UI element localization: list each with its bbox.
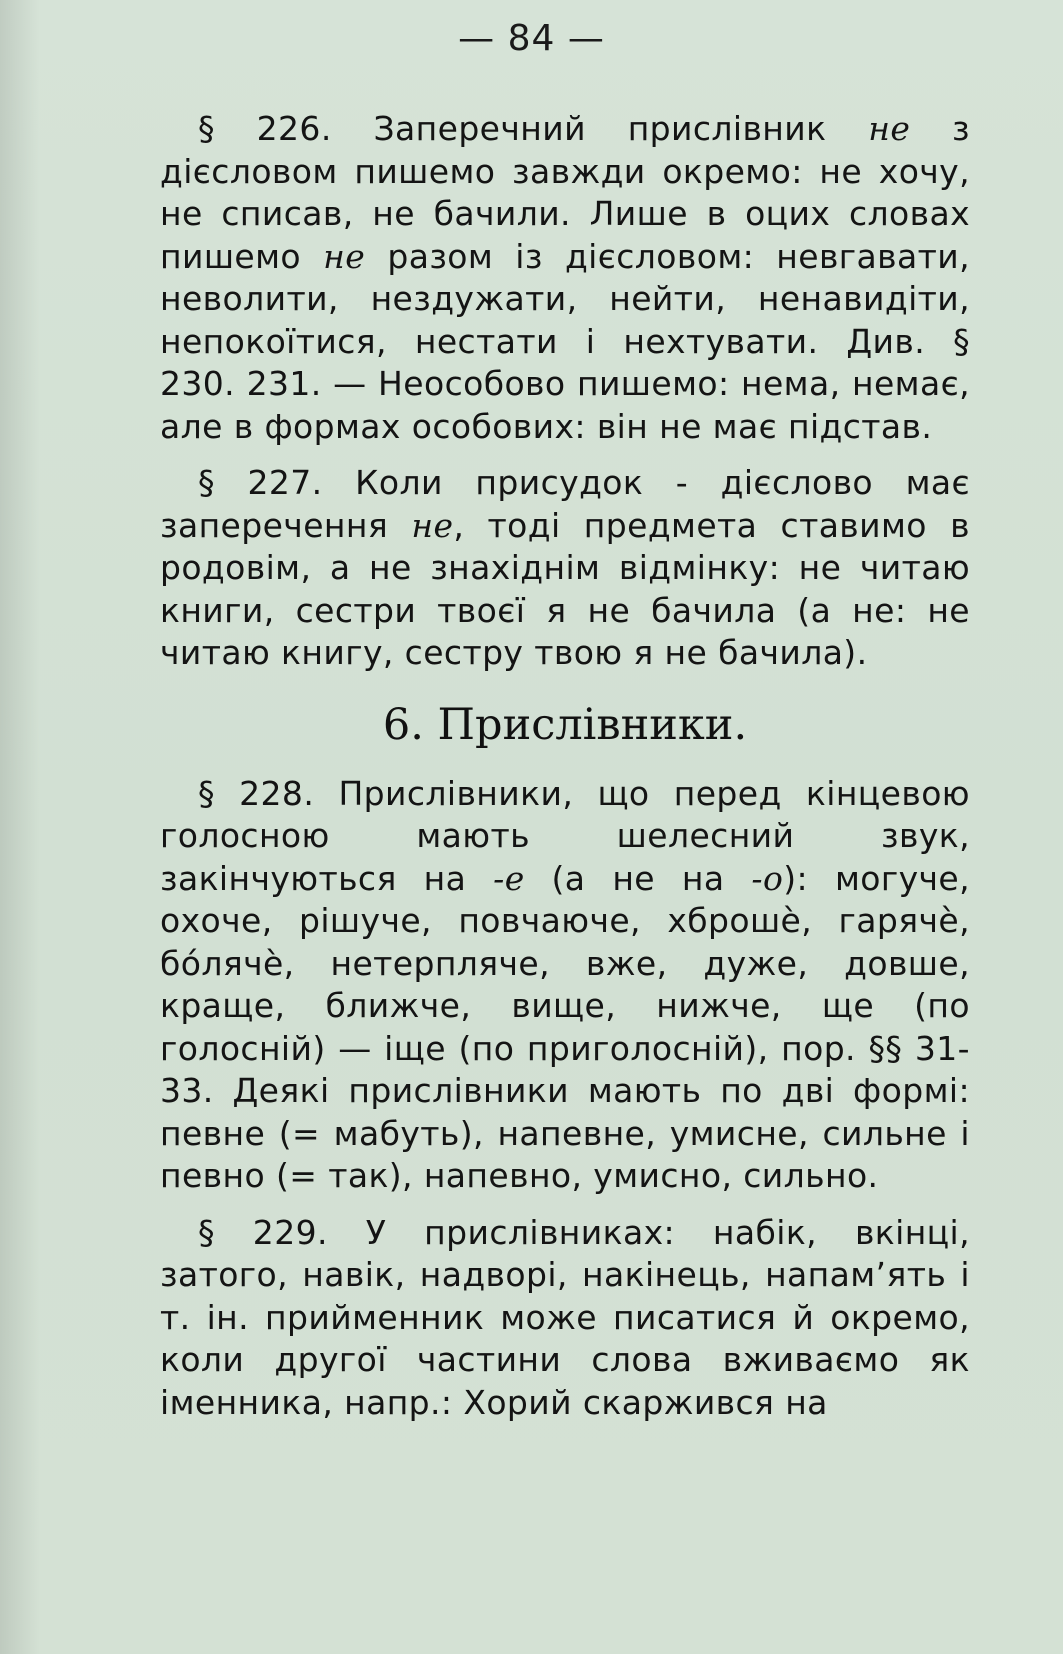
italic-word: -е [493,858,525,898]
paragraph-226 [160,108,970,448]
text-run: ): могуче, охоче, рішуче, повчаюче, хброшѐ, гарячѐ, бо́лячѐ, нетерпляче, вже, дуже, довше, краще, ближче, вище, нижче, ще (по голосній) — іще (по приголосній), пор. §§ 31-33. Деякі прислівники мають по дві формі: певне (= мабуть), напевне, умисне, сильне і певно (= так), напевно, умисно, сильно. [160,858,970,1195]
text-column [160,108,970,1438]
paragraph-227 [160,462,970,675]
text-run: § 227. Коли присудок - дієслово має заперечення [160,463,970,545]
italic-word: не [323,236,366,276]
section-heading: 6. Прислівники. [382,699,748,750]
italic-word: не [411,505,454,545]
italic-word: не [868,109,911,148]
text-run: , тоді предмета ставимо в родовім, а не знахіднім відмінку: не читаю книги, сестри твоєї я не бачила (а не: не читаю книгу, сестру твою я не бачила). [160,505,970,672]
italic-word: -о [751,858,784,898]
text-run: (а не на [524,858,752,898]
paragraph-228 [160,773,970,1198]
page-number: — 84 — [458,18,605,59]
text-run: § 226. Заперечний прислівник [198,109,869,148]
paragraph-229 [160,1212,970,1425]
text-run: § 229. У прислівниках: набік, вкінці, затого, навік, надворі, накінець, напам’ять і т. ін. прийменник може писатися й окремо, коли другої частини слова вживаємо як іменника, напр.: Хорий скаржився на [160,1212,970,1422]
text-run: разом із дієсловом: невгавати, неволити, нездужати, нейти, ненавидіти, непокоїтися, нестати і нехтувати. Див. § 230. 231. — Неособово пишемо: нема, немає, але в формах особових: він не має підстав. [160,236,970,446]
text-run: з дієсловом пишемо завжди окремо: не хочу, не списав, не бачили. Лише в оцих словах пишемо [160,109,970,276]
text-run: § 228. Прислівники, що перед кінцевою голосною мають шелесний звук, закінчуються на [160,773,970,898]
